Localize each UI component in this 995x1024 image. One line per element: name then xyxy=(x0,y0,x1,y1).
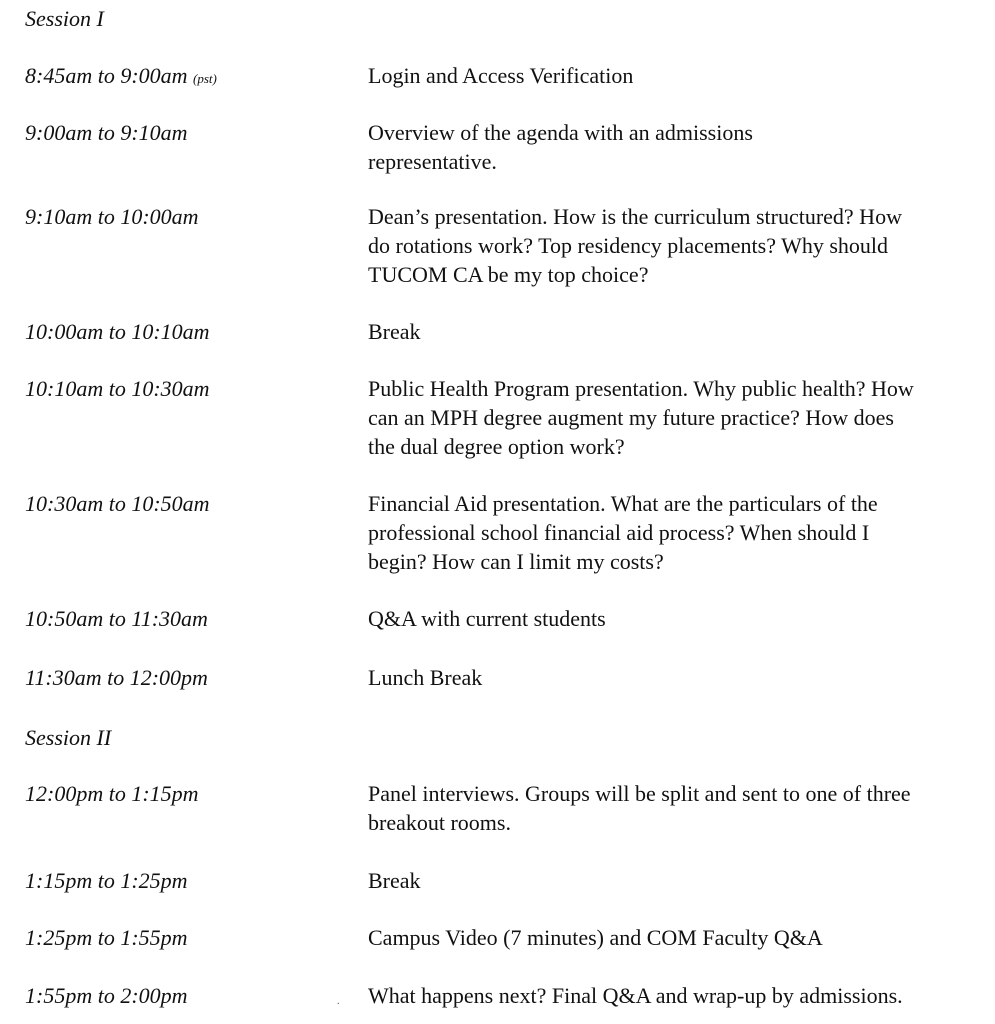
description-line: Campus Video (7 minutes) and COM Faculty Q&A xyxy=(368,925,823,950)
agenda-description xyxy=(368,61,994,90)
description-line: Login and Access Verification xyxy=(368,63,634,88)
agenda-time: 9:10am to 10:00am xyxy=(25,204,199,229)
stray-dot-mark: . xyxy=(337,996,340,1007)
description-line: Dean’s presentation. How is the curriculum structured? How xyxy=(368,204,902,229)
description-line: breakout rooms. xyxy=(368,810,511,835)
description-line: Lunch Break xyxy=(368,665,483,690)
description-line: can an MPH degree augment my future practice? How does xyxy=(368,405,894,430)
agenda-description xyxy=(368,663,994,692)
description-line: Panel interviews. Groups will be split and sent to one of three xyxy=(368,781,911,806)
description-line: professional school financial aid process? When should I xyxy=(368,520,870,545)
description-line: Break xyxy=(368,319,421,344)
description-line: TUCOM CA be my top choice? xyxy=(368,262,649,287)
description-line: Overview of the agenda with an admissions xyxy=(368,120,753,145)
description-line: Public Health Program presentation. Why public health? How xyxy=(368,376,914,401)
agenda-time: 1:15pm to 1:25pm xyxy=(25,868,188,893)
agenda-time: 9:00am to 9:10am xyxy=(25,120,188,145)
agenda-description xyxy=(368,981,994,1010)
description-line: begin? How can I limit my costs? xyxy=(368,549,664,574)
description-line: Break xyxy=(368,868,421,893)
agenda-description xyxy=(368,202,994,289)
description-line: the dual degree option work? xyxy=(368,434,625,459)
description-line: What happens next? Final Q&A and wrap-up by admissions. xyxy=(368,983,903,1008)
agenda-time xyxy=(25,61,217,93)
agenda-time: 10:30am to 10:50am xyxy=(25,491,210,516)
agenda-description xyxy=(368,779,994,837)
agenda-description xyxy=(368,866,994,895)
agenda-time: 1:25pm to 1:55pm xyxy=(25,925,188,950)
description-line: Q&A with current students xyxy=(368,606,606,631)
agenda-time: 11:30am to 12:00pm xyxy=(25,665,208,690)
agenda-description xyxy=(368,604,994,633)
agenda-time: 10:00am to 10:10am xyxy=(25,319,210,344)
agenda-description xyxy=(368,374,994,461)
agenda-description xyxy=(368,923,994,952)
agenda-description xyxy=(368,317,994,346)
session-1-heading: Session I xyxy=(25,6,104,31)
description-line: do rotations work? Top residency placements? Why should xyxy=(368,233,889,258)
agenda-time: 12:00pm to 1:15pm xyxy=(25,781,199,806)
description-line: Financial Aid presentation. What are the particulars of the xyxy=(368,491,878,516)
agenda-description xyxy=(368,489,994,576)
session-2-heading: Session II xyxy=(25,725,112,750)
description-line: representative. xyxy=(368,149,497,174)
timezone-label: (pst) xyxy=(193,71,217,86)
agenda-description xyxy=(368,118,994,176)
agenda-time: 10:50am to 11:30am xyxy=(25,606,208,631)
agenda-time: 1:55pm to 2:00pm xyxy=(25,983,188,1008)
time-text: 8:45am to 9:00am xyxy=(25,63,188,88)
agenda-time: 10:10am to 10:30am xyxy=(25,376,210,401)
